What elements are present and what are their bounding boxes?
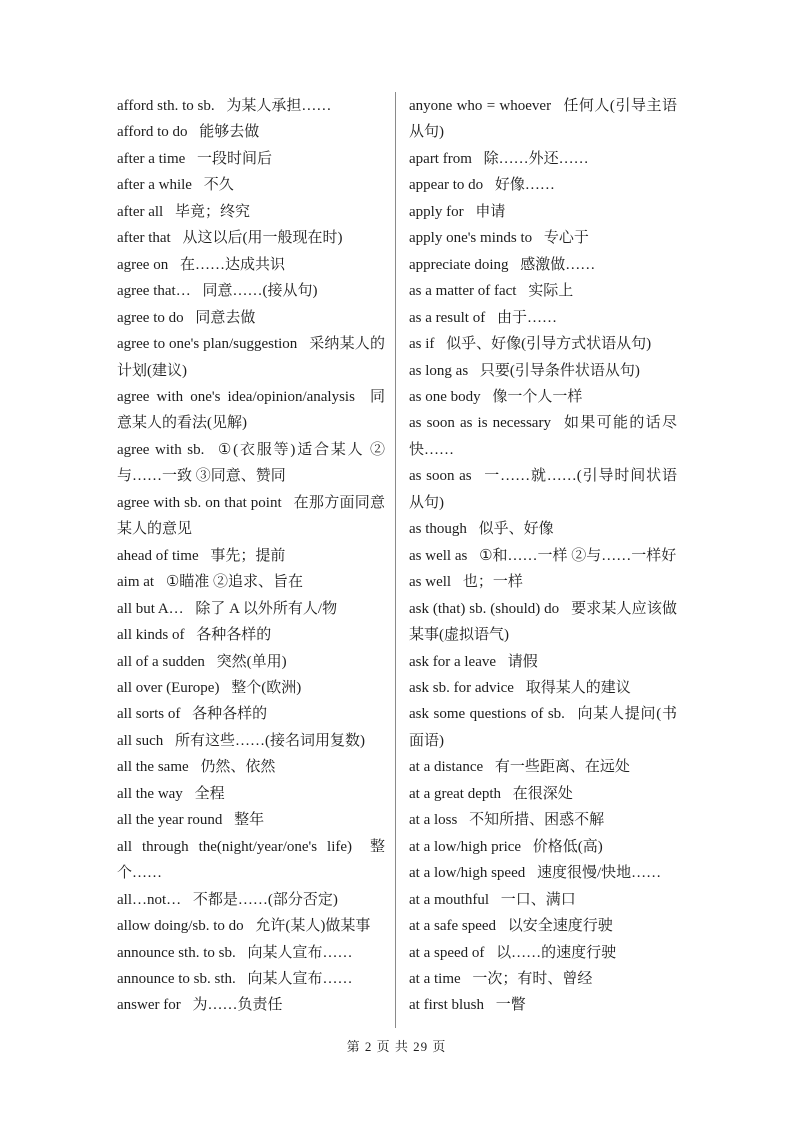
phrase-chinese: 向某人宣布…… xyxy=(247,970,353,987)
phrase-chinese: 要求某人应该做某事(虚拟语气) xyxy=(409,600,677,644)
phrase-chinese: 一……就……(引导时间状语从句) xyxy=(409,468,678,511)
phrase-chinese: 请假 xyxy=(507,653,538,670)
phrase-chinese: 不知所措、困惑不解 xyxy=(469,812,605,829)
phrase-english: all the year round xyxy=(117,812,223,829)
phrase-chinese: 突然(单用) xyxy=(216,653,287,670)
phrase-english: announce to sb. sth. xyxy=(117,970,236,987)
phrase-entry xyxy=(117,384,385,437)
phrase-chinese: 除了 A 以外所有人/物 xyxy=(195,600,338,617)
phrase-chinese: 从这以后(用一般现在时) xyxy=(182,230,343,247)
phrase-column-right xyxy=(409,93,677,1019)
phrase-entry xyxy=(117,172,385,198)
phrase-entry xyxy=(117,807,385,833)
phrase-english: after that xyxy=(117,230,171,247)
phrase-entry xyxy=(117,93,385,119)
phrase-entry xyxy=(117,569,385,595)
phrase-chinese: 以安全速度行驶 xyxy=(507,918,613,935)
phrase-chinese: 只要(引导条件状语从句) xyxy=(479,362,640,379)
column-divider xyxy=(395,92,396,1028)
phrase-entry xyxy=(409,93,677,146)
page-number-text: 第 2 页 共 29 页 xyxy=(346,1039,447,1054)
phrase-english: allow doing/sb. to do xyxy=(117,918,244,935)
phrase-english: as one body xyxy=(409,388,481,405)
phrase-chinese: 速度很慢/快地…… xyxy=(536,865,662,882)
phrase-chinese: 事先；提前 xyxy=(210,547,286,564)
phrase-english: at a great depth xyxy=(409,785,502,802)
phrase-english: agree on xyxy=(117,256,169,273)
phrase-english: at a low/high speed xyxy=(409,865,526,882)
phrase-entry xyxy=(117,490,385,543)
phrase-english: as soon as xyxy=(409,468,472,485)
phrase-entry xyxy=(117,728,385,754)
phrase-english: as if xyxy=(409,336,435,353)
phrase-english: ask sb. for advice xyxy=(409,679,514,696)
phrase-entry xyxy=(117,913,385,939)
phrase-chinese: 不都是……(部分否定) xyxy=(192,891,338,908)
phrase-entry xyxy=(117,834,385,887)
phrase-english: agree to do xyxy=(117,309,184,326)
phrase-chinese: 似乎、好像 xyxy=(478,521,554,538)
phrase-english: at a speed of xyxy=(409,944,485,961)
phrase-entry xyxy=(409,305,677,331)
phrase-entry xyxy=(409,358,677,384)
phrase-english: after a while xyxy=(117,177,192,194)
page-footer xyxy=(0,1036,793,1055)
phrase-chinese: 允许(某人)做某事 xyxy=(255,918,371,935)
phrase-column-left xyxy=(117,93,385,1019)
phrase-chinese: 申请 xyxy=(475,203,506,220)
phrase-entry xyxy=(117,305,385,331)
phrase-chinese: 好像…… xyxy=(494,177,555,194)
phrase-chinese: 像一个人一样 xyxy=(492,388,583,405)
phrase-chinese: 同意……(接从句) xyxy=(202,283,318,300)
phrase-english: agree with sb. xyxy=(117,441,205,458)
phrase-english: after all xyxy=(117,203,164,220)
phrase-english: aim at xyxy=(117,574,155,591)
phrase-english: as a result of xyxy=(409,309,486,326)
phrase-entry xyxy=(409,596,677,649)
phrase-english: as well as xyxy=(409,547,468,564)
phrase-chinese: 专心于 xyxy=(543,230,589,247)
phrase-entry xyxy=(117,887,385,913)
phrase-chinese: 价格低(高) xyxy=(532,838,603,855)
phrase-entry xyxy=(409,860,677,886)
phrase-entry xyxy=(117,146,385,172)
phrase-entry xyxy=(117,940,385,966)
phrase-entry xyxy=(117,754,385,780)
phrase-chinese: 所有这些……(接名词用复数) xyxy=(175,732,365,749)
phrase-chinese: 整个(欧洲) xyxy=(231,679,302,696)
phrase-entry xyxy=(409,675,677,701)
phrase-chinese: 感激做…… xyxy=(520,256,596,273)
phrase-entry xyxy=(409,331,677,357)
phrase-english: afford sth. to sb. xyxy=(117,98,215,114)
phrase-english: all sorts of xyxy=(117,706,181,723)
phrase-entry xyxy=(409,913,677,939)
phrase-english: ask for a leave xyxy=(409,653,497,670)
phrase-entry xyxy=(409,940,677,966)
phrase-english: all but A… xyxy=(117,600,184,617)
phrase-english: all…not… xyxy=(117,891,182,908)
phrase-entry xyxy=(409,754,677,780)
phrase-chinese: 一口、满口 xyxy=(500,891,576,908)
phrase-entry xyxy=(117,331,385,384)
phrase-entry xyxy=(409,278,677,304)
phrase-english: apart from xyxy=(409,150,472,167)
phrase-entry xyxy=(409,172,677,198)
phrase-english: ask some questions of sb. xyxy=(409,706,565,723)
phrase-english: appear to do xyxy=(409,177,484,194)
phrase-entry xyxy=(409,199,677,225)
phrase-chinese: 能够去做 xyxy=(199,124,260,141)
phrase-entry xyxy=(117,119,385,145)
phrase-english: answer for xyxy=(117,997,181,1014)
phrase-english: as a matter of fact xyxy=(409,283,517,300)
phrase-entry xyxy=(117,675,385,701)
phrase-entry xyxy=(117,278,385,304)
phrase-chinese: 向某人提问(书面语) xyxy=(409,706,677,749)
phrase-entry xyxy=(409,701,677,754)
phrase-entry xyxy=(409,146,677,172)
phrase-chinese: 任何人(引导主语从句) xyxy=(409,98,678,141)
phrase-entry xyxy=(409,992,677,1018)
phrase-english: at a loss xyxy=(409,812,458,829)
phrase-entry xyxy=(409,781,677,807)
phrase-entry xyxy=(117,543,385,569)
phrase-chinese: 以……的速度行驶 xyxy=(496,944,617,961)
phrase-chinese: 整个…… xyxy=(117,838,386,882)
phrase-english: as soon as is necessary xyxy=(409,415,551,432)
phrase-entry xyxy=(409,516,677,542)
phrase-chinese: 同意某人的看法(见解) xyxy=(117,388,386,432)
phrase-entry xyxy=(409,543,677,569)
phrase-english: at a low/high price xyxy=(409,838,522,855)
phrase-english: anyone who = whoever xyxy=(409,98,552,114)
phrase-chinese: 在……达成共识 xyxy=(179,256,285,273)
phrase-english: all the way xyxy=(117,785,183,802)
phrase-chinese: ①瞄准 ②追求、旨在 xyxy=(165,574,304,591)
phrase-entry xyxy=(117,596,385,622)
phrase-entry xyxy=(409,887,677,913)
phrase-chinese: 由于…… xyxy=(496,309,557,326)
phrase-english: at first blush xyxy=(409,997,484,1014)
phrase-chinese: 除……外还…… xyxy=(483,150,589,167)
phrase-chinese: 不久 xyxy=(203,177,234,194)
phrase-chinese: 在那方面同意某人的意见 xyxy=(117,494,385,538)
phrase-entry xyxy=(409,463,677,516)
phrase-english: apply for xyxy=(409,203,464,220)
phrase-english: afford to do xyxy=(117,124,188,141)
phrase-english: at a mouthful xyxy=(409,891,489,908)
phrase-entry xyxy=(117,199,385,225)
phrase-english: all of a sudden xyxy=(117,653,205,670)
phrase-chinese: 取得某人的建议 xyxy=(525,679,631,696)
phrase-entry xyxy=(409,410,677,463)
phrase-entry xyxy=(117,252,385,278)
phrase-entry xyxy=(117,225,385,251)
phrase-entry xyxy=(409,225,677,251)
phrase-english: agree to one's plan/suggestion xyxy=(117,336,298,353)
phrase-chinese: 采纳某人的计划(建议) xyxy=(117,336,385,379)
phrase-english: all kinds of xyxy=(117,627,185,644)
phrase-entry xyxy=(409,252,677,278)
phrase-english: all the same xyxy=(117,759,189,776)
phrase-english: agree with one's idea/opinion/analysis xyxy=(117,388,355,405)
phrase-chinese: 为……负责任 xyxy=(192,997,283,1014)
phrase-english: apply one's minds to xyxy=(409,230,533,247)
phrase-entry xyxy=(117,437,385,490)
phrase-chinese: 整年 xyxy=(234,812,265,829)
phrase-english: all through the(night/year/one's life) xyxy=(117,838,353,855)
phrase-chinese: 一次；有时、曾经 xyxy=(472,970,593,987)
phrase-entry xyxy=(409,834,677,860)
phrase-chinese: 全程 xyxy=(194,785,225,802)
phrase-entry xyxy=(117,966,385,992)
phrase-chinese: 各种各样的 xyxy=(196,627,272,644)
phrase-chinese: 似乎、好像(引导方式状语从句) xyxy=(446,336,652,353)
phrase-entry xyxy=(117,992,385,1018)
phrase-english: as well xyxy=(409,574,452,591)
phrase-chinese: 也；一样 xyxy=(462,574,523,591)
phrase-english: as long as xyxy=(409,362,469,379)
phrase-english: all such xyxy=(117,732,164,749)
phrase-entry xyxy=(409,569,677,595)
phrase-chinese: 在很深处 xyxy=(512,785,573,802)
phrase-entry xyxy=(409,649,677,675)
phrase-chinese: ①(衣服等)适合某人 ②与……一致 ③同意、赞同 xyxy=(117,441,385,485)
phrase-english: announce sth. to sb. xyxy=(117,944,236,961)
phrase-chinese: 如果可能的话尽快…… xyxy=(409,415,677,458)
phrase-chinese: 一段时间后 xyxy=(197,150,273,167)
phrase-chinese: ①和……一样 ②与……一样好 xyxy=(479,547,677,564)
phrase-chinese: 同意去做 xyxy=(195,309,256,326)
phrase-english: appreciate doing xyxy=(409,256,509,273)
phrase-english: after a time xyxy=(117,150,186,167)
phrase-chinese: 实际上 xyxy=(528,283,574,300)
phrase-entry xyxy=(409,966,677,992)
phrase-chinese: 毕竟；终究 xyxy=(174,203,250,220)
phrase-english: all over (Europe) xyxy=(117,679,220,696)
phrase-english: as though xyxy=(409,521,467,538)
phrase-chinese: 一瞥 xyxy=(495,997,526,1014)
phrase-english: at a time xyxy=(409,970,461,987)
phrase-english: agree with sb. on that point xyxy=(117,494,282,511)
phrase-chinese: 有一些距离、在远处 xyxy=(494,759,630,776)
phrase-english: ask (that) sb. (should) do xyxy=(409,600,560,617)
phrase-chinese: 仍然、依然 xyxy=(200,759,276,776)
phrase-chinese: 向某人宣布…… xyxy=(247,944,353,961)
phrase-english: agree that… xyxy=(117,283,191,300)
phrase-entry xyxy=(117,649,385,675)
phrase-english: at a distance xyxy=(409,759,484,776)
phrase-entry xyxy=(117,701,385,727)
phrase-chinese: 各种各样的 xyxy=(192,706,268,723)
phrase-entry xyxy=(117,781,385,807)
phrase-chinese: 为某人承担…… xyxy=(226,98,332,114)
phrase-entry xyxy=(117,622,385,648)
phrase-english: at a safe speed xyxy=(409,918,497,935)
phrase-entry xyxy=(409,807,677,833)
phrase-entry xyxy=(409,384,677,410)
phrase-english: ahead of time xyxy=(117,547,199,564)
